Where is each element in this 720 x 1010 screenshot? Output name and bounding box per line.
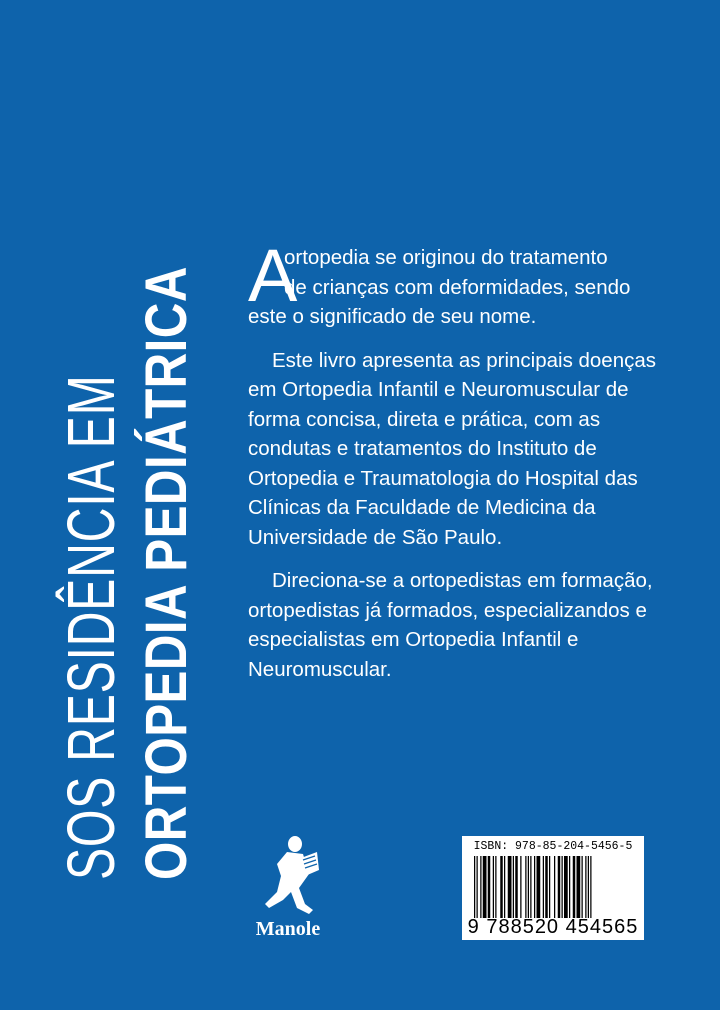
isbn-label: ISBN: 978-85-204-5456-5 [473,840,633,853]
barcode-bar [534,856,535,918]
barcode [462,836,644,940]
barcode-bar [493,856,494,918]
barcode-bars [472,856,638,918]
barcode-bar [537,856,541,918]
barcode-bar [554,856,555,918]
barcode-bar [530,856,531,918]
publisher-name: Manole [255,918,321,940]
barcode-bar [515,856,518,918]
barcode-bar [564,856,568,918]
barcode-bar [528,856,529,918]
blurb-paragraph-1 [248,234,678,332]
barcode-bar [558,856,561,918]
barcode-bar [513,856,514,918]
barcode-bar [569,856,570,918]
blurb-paragraph-2: Este livro apresenta as principais doenças em Ortopedia Infantil e Neuromuscular de forma concisa, direta e prática, com as condutas e tratamentos do Instituto de Ortopedia e Traumatologia do Hospital das Clínicas da Faculdade de Medicina da Universidade de São Paulo. [248,348,657,549]
blurb-p1-line2: de crianças com deformidades, sendo [284,275,631,299]
blurb-p1-line1: ortopedia se originou do tratamento [284,246,608,269]
barcode-bar [573,856,576,918]
isbn-digits: 9 788520 454565 [467,916,639,938]
blurb-text [248,234,678,698]
barcode-bar [477,856,478,918]
vertical-title [50,240,210,880]
publisher-logo [243,830,333,950]
barcode-bar [495,856,496,918]
barcode-bar [545,856,548,918]
barcode-bar [582,856,583,918]
barcode-bar [525,856,526,918]
barcode-bar [588,856,589,918]
blurb-p1-line3: este o significado de seu nome. [248,305,537,328]
barcode-bar [549,856,550,918]
blurb-paragraph-3: Direciona-se a ortopedistas em formação, ortopedistas já formados, especializandos e especialistas em Ortopedia Infantil e Neuromuscular. [248,569,653,681]
title-line-1: SOS RESIDÊNCIA EM [54,374,129,880]
barcode-bar [474,856,475,918]
barcode-bar [504,856,505,918]
figure-reading-book-icon [243,830,333,920]
barcode-bar [590,856,591,918]
drop-cap: A [248,234,298,317]
barcode-bar [585,856,586,918]
barcode-bar [508,856,512,918]
barcode-bar [480,856,481,918]
barcode-bar [483,856,487,918]
title-line-2: ORTOPEDIA PEDIÁTRICA [134,266,199,880]
barcode-bar [577,856,581,918]
barcode-bar [520,856,521,918]
barcode-bar [543,856,544,918]
barcode-bar [562,856,563,918]
barcode-bar [488,856,491,918]
barcode-bar [500,856,503,918]
